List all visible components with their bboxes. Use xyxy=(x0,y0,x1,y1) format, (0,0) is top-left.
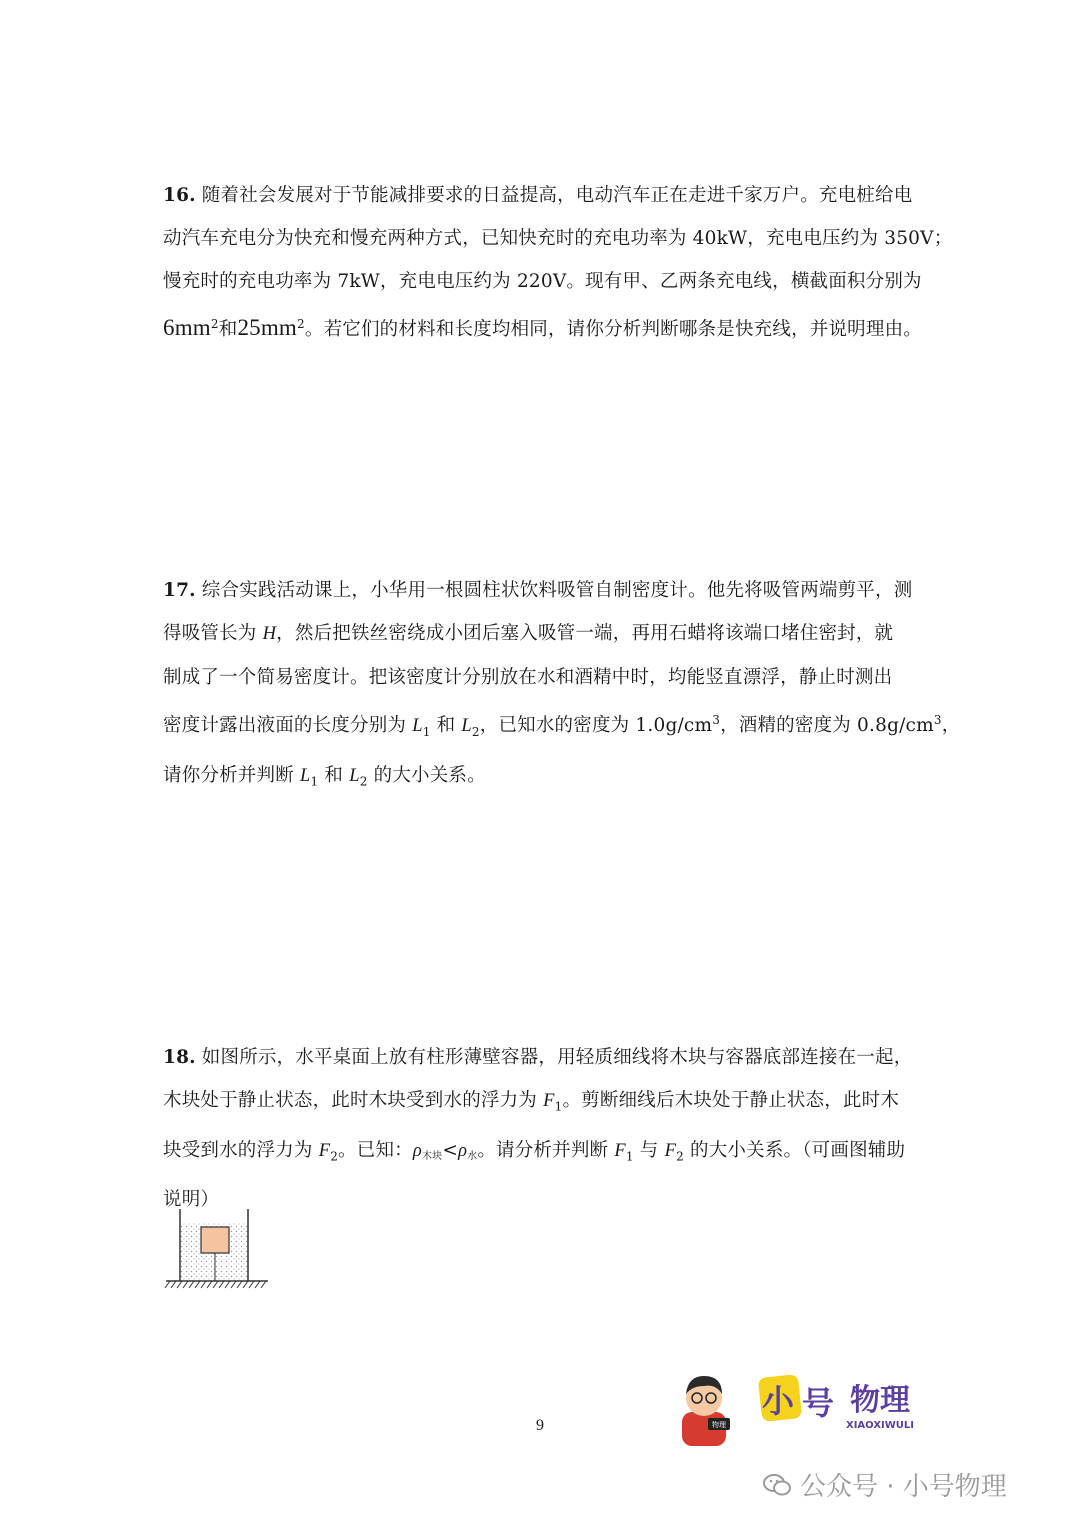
q16-line4: 。若它们的材料和长度均相同，请你分析判断哪条是快充线，并说明理由。 xyxy=(304,319,922,341)
q17-line5b: 的大小关系。 xyxy=(367,764,486,786)
q18-line2b: 。剪断细线后木块处于静止状态，此时木 xyxy=(562,1090,900,1111)
and-text: 和 xyxy=(430,715,462,737)
subscript: 2 xyxy=(330,1149,339,1164)
hatch-line xyxy=(189,1281,194,1288)
var-L: L xyxy=(299,765,311,786)
q18-line2a: 木块处于静止状态，此时木块受到水的浮力为 xyxy=(163,1090,544,1111)
and-text: 和 xyxy=(318,764,350,786)
exponent: 3 xyxy=(933,713,942,727)
q18-line3a: 块受到水的浮力为 xyxy=(163,1139,319,1161)
q17-line4c: ，酒精的密度为 0.8g/cm xyxy=(720,715,934,737)
wechat-icon xyxy=(762,1472,792,1498)
and-text: 与 xyxy=(633,1139,665,1161)
q17-line2a: 得吸管长为 xyxy=(163,623,263,644)
rho-symbol: ρ xyxy=(412,1140,422,1161)
hatch-line xyxy=(171,1281,176,1288)
rho-symbol: ρ xyxy=(458,1140,468,1161)
question-number: 18. xyxy=(163,1047,196,1068)
logo-wuli: 物理 xyxy=(850,1383,910,1418)
badge-text: 物理 xyxy=(712,1421,726,1429)
var-L: L xyxy=(412,716,423,737)
hatch-line xyxy=(237,1281,242,1288)
area-2: 25mm xyxy=(237,315,298,341)
hatch-line xyxy=(225,1281,230,1288)
hatch-line xyxy=(243,1281,248,1288)
hatch-line xyxy=(213,1281,218,1288)
var-L: L xyxy=(461,716,472,737)
logo-pinyin: XIAOXIWULI xyxy=(846,1420,914,1431)
q18-line3b: 。已知： xyxy=(338,1139,413,1161)
subscript: 1 xyxy=(422,724,431,739)
q16-line2: 动汽车充电分为快充和慢充两种方式，已知快充时的充电功率为 40kW，充电电压约为 350V； xyxy=(163,228,953,249)
logo-char-hao: 号 xyxy=(801,1384,835,1422)
q17-line3: 制成了一个简易密度计。把该密度计分别放在水和酒精中时，均能竖直漂浮，静止时测出 xyxy=(163,667,893,688)
subscript: 2 xyxy=(676,1149,684,1164)
q17-line4a: 密度计露出液面的长度分别为 xyxy=(163,715,413,737)
q18-line3d: 的大小关系。（可画图辅助 xyxy=(683,1139,906,1161)
hatch-line xyxy=(231,1281,236,1288)
table-hatching xyxy=(165,1281,266,1288)
hatch-line xyxy=(201,1281,206,1288)
exponent: 2 xyxy=(210,317,219,331)
hatch-line xyxy=(219,1281,224,1288)
q17-line2b: ，然后把铁丝密绕成小团后塞入吸管一端，再用石蜡将该端口堵住密封，就 xyxy=(276,623,894,644)
q18-line3c: 。请分析并判断 xyxy=(477,1139,615,1161)
subscript: 1 xyxy=(310,774,319,789)
comma: ， xyxy=(941,715,961,737)
var-F: F xyxy=(614,1140,626,1161)
question-17 xyxy=(163,569,961,804)
less-than: < xyxy=(442,1139,459,1161)
question-number: 16. xyxy=(163,185,196,206)
var-F: F xyxy=(664,1140,677,1161)
subscript-water: 水 xyxy=(467,1150,478,1162)
q17-line1: 综合实践活动课上，小华用一根圆柱状饮料吸管自制密度计。他先将吸管两端剪平，测 xyxy=(201,580,913,601)
q16-line3: 慢充时的充电功率为 7kW，充电电压约为 220V。现有甲、乙两条充电线，横截面积分别为 xyxy=(163,271,922,292)
subscript: 2 xyxy=(471,724,480,739)
q18-line1: 如图所示，水平桌面上放有柱形薄壁容器，用轻质细线将木块与容器底部连接在一起， xyxy=(201,1047,913,1068)
q18-line4: 说明） xyxy=(163,1189,220,1211)
subscript: 1 xyxy=(625,1149,634,1164)
q17-line4b: ，已知水的密度为 1.0g/cm xyxy=(479,715,713,737)
exponent: 2 xyxy=(297,317,305,331)
hatch-line xyxy=(165,1281,170,1288)
hatch-line xyxy=(207,1281,212,1288)
q16-line1: 随着社会发展对于节能减排要求的日益提高，电动汽车正在走进千家万户。充电桩给电 xyxy=(201,185,913,206)
q17-line5a: 请你分析并判断 xyxy=(163,764,300,786)
and-text: 和 xyxy=(218,319,238,341)
hatch-line xyxy=(177,1281,182,1288)
var-L: L xyxy=(349,765,360,786)
area-1: 6mm xyxy=(163,315,211,341)
container-diagram xyxy=(160,1205,272,1291)
watermark xyxy=(762,1466,1007,1503)
logo xyxy=(680,1368,930,1448)
question-number: 17. xyxy=(163,580,196,601)
hatch-line xyxy=(261,1281,266,1288)
var-H: H xyxy=(262,624,277,644)
wood-block xyxy=(201,1227,229,1253)
question-18 xyxy=(163,1036,923,1221)
hatch-line xyxy=(195,1281,200,1288)
subscript: 2 xyxy=(359,774,368,789)
var-F: F xyxy=(543,1091,555,1111)
var-F: F xyxy=(318,1140,331,1161)
question-16 xyxy=(163,174,953,351)
logo-char-xiao: 小 xyxy=(761,1382,795,1420)
mascot-avatar xyxy=(682,1376,730,1446)
watermark-text: 公众号 · 小号物理 xyxy=(800,1472,1007,1502)
exponent: 3 xyxy=(712,713,721,727)
page-number: 9 xyxy=(536,1417,544,1434)
subscript: 1 xyxy=(554,1099,563,1114)
subscript-wood: 木块 xyxy=(421,1150,443,1162)
hatch-line xyxy=(255,1281,260,1288)
hatch-line xyxy=(249,1281,254,1288)
hatch-line xyxy=(183,1281,188,1288)
